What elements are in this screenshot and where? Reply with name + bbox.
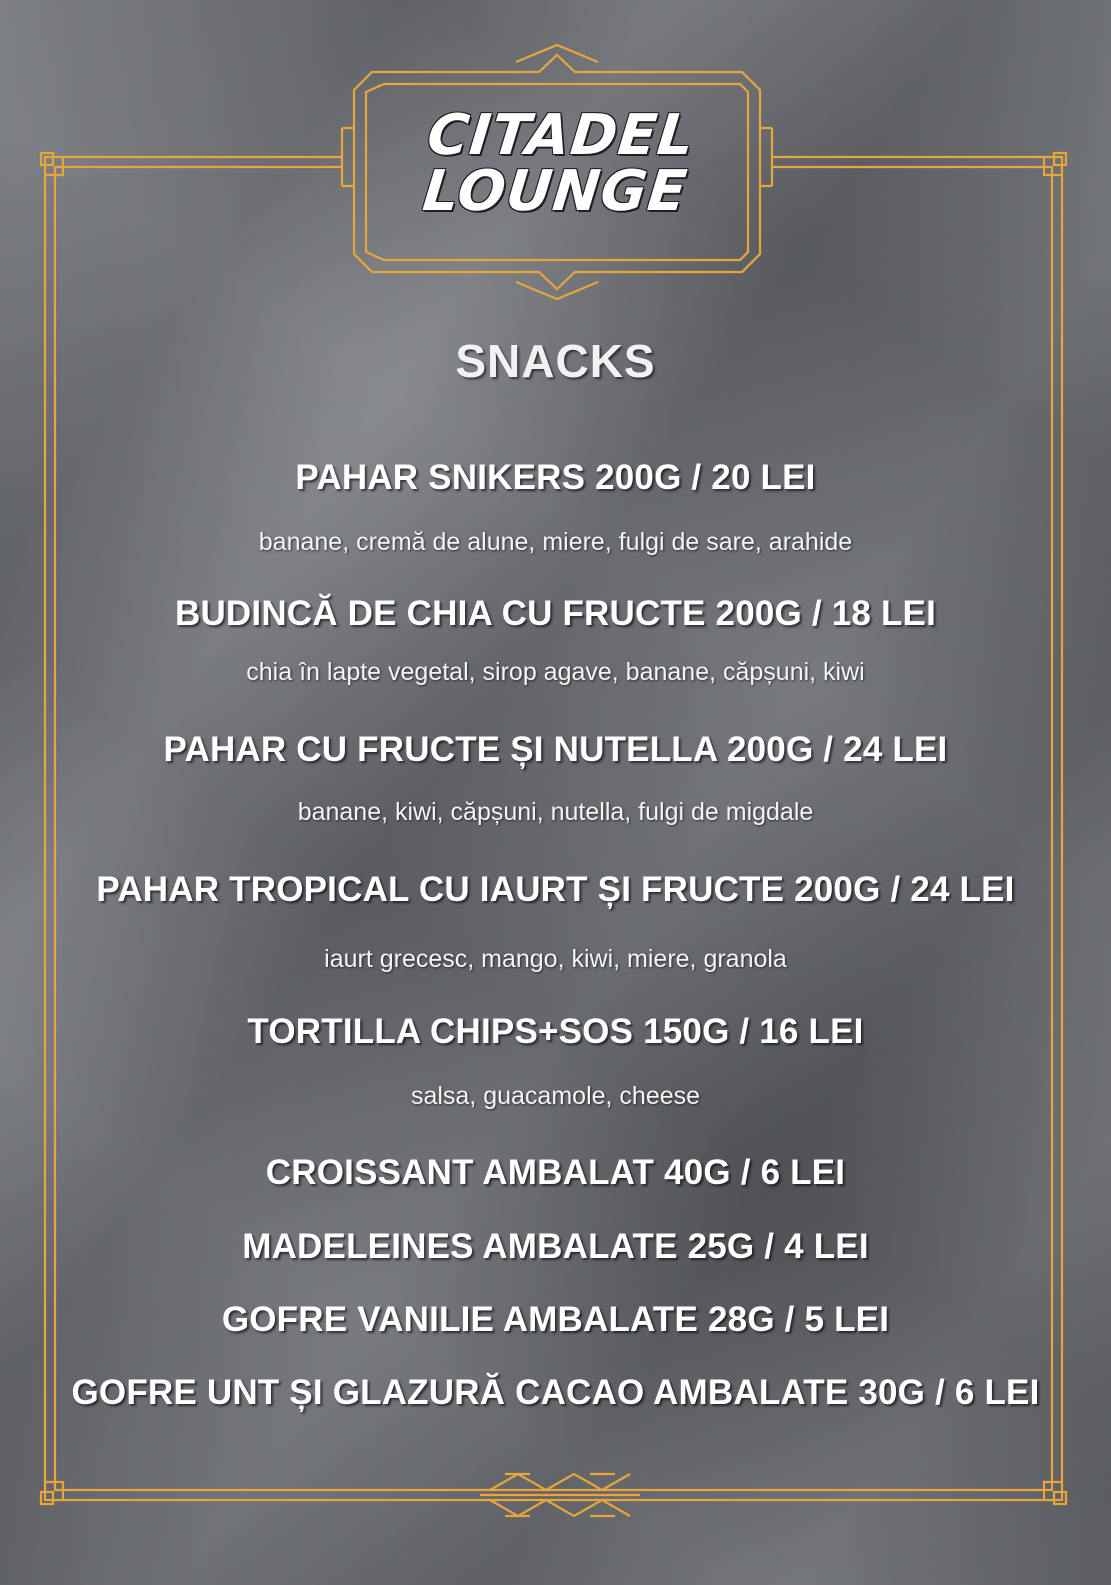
menu-item-description: chia în lapte vegetal, sirop agave, banane, căpșuni, kiwi: [246, 658, 865, 686]
section-title: SNACKS: [455, 335, 656, 387]
menu-item-title: TORTILLA CHIPS+SOS 150G / 16 LEI: [247, 1012, 864, 1051]
menu-item-description: banane, kiwi, căpșuni, nutella, fulgi de migdale: [297, 798, 814, 826]
menu-item-title: CROISSANT AMBALAT 40G / 6 LEI: [265, 1153, 846, 1192]
menu-item-description: banane, cremă de alune, miere, fulgi de sare, arahide: [258, 528, 853, 556]
brand-logo: [374, 103, 742, 224]
menu-item-title: GOFRE VANILIE AMBALATE 28G / 5 LEI: [221, 1300, 890, 1339]
brand-line-1: CITADEL: [424, 103, 698, 168]
menu-item-title: GOFRE UNT ȘI GLAZURĂ CACAO AMBALATE 30G / 6 LEI: [71, 1373, 1040, 1412]
menu-item-title: BUDINCĂ DE CHIA CU FRUCTE 200G / 18 LEI: [174, 594, 937, 633]
menu-item-title: PAHAR TROPICAL CU IAURT ȘI FRUCTE 200G / 24 LEI: [96, 870, 1015, 909]
menu-item-title: PAHAR SNIKERS 200G / 20 LEI: [295, 458, 816, 497]
menu-item-title: MADELEINES AMBALATE 25G / 4 LEI: [242, 1227, 869, 1266]
menu-item-description: salsa, guacamole, cheese: [410, 1082, 701, 1110]
menu-item-title: PAHAR CU FRUCTE ȘI NUTELLA 200G / 24 LEI: [163, 730, 948, 769]
menu-item-description: iaurt grecesc, mango, kiwi, miere, granola: [324, 945, 787, 973]
brand-line-2: LOUNGE: [419, 159, 691, 224]
bottom-ornament: [480, 1474, 640, 1516]
